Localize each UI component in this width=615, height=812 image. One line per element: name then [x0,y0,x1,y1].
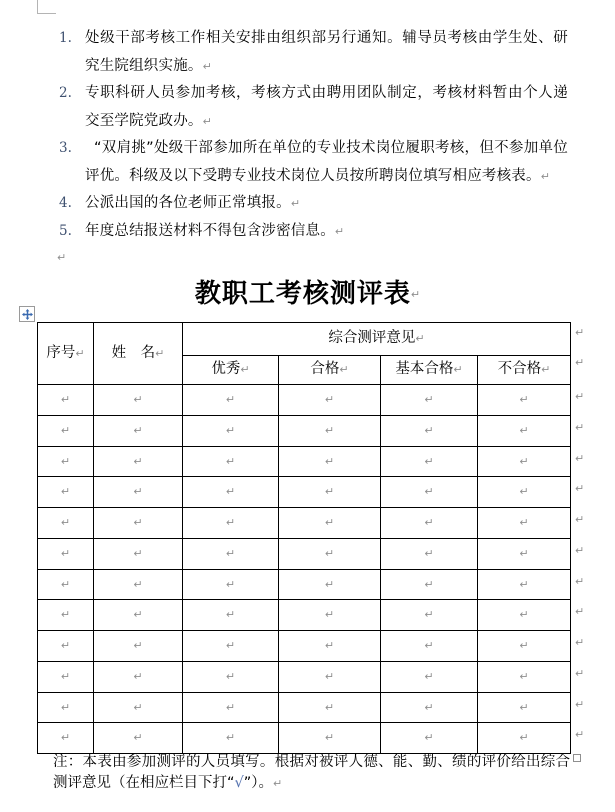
header-cell-excellent [183,356,279,385]
pilcrow-icon: ↵ [155,346,165,360]
pilcrow-icon: ↵ [240,363,250,377]
header-label: 合格 [310,361,340,378]
table-cell-empty[interactable] [279,631,381,662]
list-item-number: 3. [59,140,72,156]
pilcrow-icon: ↵ [324,454,335,468]
table-cell-empty[interactable] [183,631,279,662]
table-row [38,661,571,692]
table-move-handle[interactable] [19,306,35,322]
assessment-table [37,322,571,754]
list-item-text: 处级干部考核工作相关安排由组织部另行通知。辅导员考核由学生处、研究生院组织实施。↵ [85,30,568,74]
pilcrow-icon: ↵ [424,700,434,714]
row-end-pilcrow-icon: ↵ [575,513,585,526]
table-cell-empty[interactable] [183,600,279,631]
table-cell-empty[interactable] [279,385,381,416]
pilcrow-icon: ↵ [225,454,236,468]
margin-corner-mark-horizontal [37,13,56,14]
pilcrow-icon: ↵ [225,669,236,683]
pilcrow-icon: ↵ [415,332,425,346]
table-cell-empty[interactable] [381,385,478,416]
pilcrow-icon: ↵ [133,546,143,560]
row-end-pilcrow-icon: ↵ [575,420,585,434]
pilcrow-icon: ↵ [424,639,434,653]
table-cell-empty[interactable] [94,538,183,569]
list-item-text: 专职科研人员参加考核，考核方式由聘用团队制定，考核材料暂由个人递交至学院党政办。↵ [85,85,568,129]
table-row [38,631,571,662]
table-cell-empty[interactable] [279,600,381,631]
list-item-number: 1. [59,30,72,46]
header-cell-qualified [279,356,381,385]
table-cell-empty[interactable] [478,477,571,508]
table-cell-empty[interactable] [38,477,94,508]
pilcrow-icon: ↵ [133,393,143,407]
table-cell-empty[interactable] [279,508,381,539]
table-cell-empty[interactable] [94,385,183,416]
table-cell-empty[interactable] [38,569,94,600]
row-end-pilcrow-icon: ↵ [575,697,585,711]
pilcrow-icon: ↵ [324,639,335,653]
list-item-4 [59,190,568,218]
table-row [38,692,571,723]
table-row [38,723,571,754]
row-end-pilcrow-icon: ↵ [575,356,585,369]
table-cell-empty[interactable] [94,415,183,446]
header-label: 综合测评意见 [328,330,416,347]
pilcrow-icon: ↵ [339,363,349,377]
table-cell-empty[interactable] [478,385,571,416]
table-cell-empty[interactable] [183,477,279,508]
page-title [0,273,615,310]
header-label: 姓 名 [111,344,156,361]
list-item-text: “双肩挑”处级干部参加所在单位的专业技术岗位履职考核，但不参加单位评优。科级及以下受聘专业技术岗位人员按所聘岗位填写相应考核表。↵ [85,140,568,184]
pilcrow-icon: ↵ [60,485,71,499]
pilcrow-icon: ↵ [133,423,143,437]
pilcrow-icon: ↵ [519,546,529,560]
row-end-pilcrow-icon: ↵ [575,390,585,403]
table-header [38,323,571,385]
pilcrow-icon: ↵ [424,577,434,591]
pilcrow-icon: ↵ [424,546,434,560]
list-item-number: 2. [59,85,72,101]
table-cell-empty[interactable] [381,446,478,477]
list-item-2 [59,80,568,135]
pilcrow-icon: ↵ [133,516,143,530]
table-cell-empty[interactable] [94,508,183,539]
page-title-text: 教职工考核测评表 [194,279,411,309]
pilcrow-icon: ↵ [324,546,335,560]
table-cell-empty[interactable] [381,692,478,723]
table-cell-empty[interactable] [478,692,571,723]
pilcrow-icon: ↵ [60,639,71,653]
table-row [38,508,571,539]
pilcrow-icon: ↵ [225,485,236,499]
move-arrows-icon [22,309,33,320]
pilcrow-icon: ↵ [133,485,143,499]
table-cell-empty[interactable] [38,446,94,477]
check-mark: √ [234,774,244,791]
pilcrow-icon: ↵ [324,669,335,683]
table-row [38,415,571,446]
table-cell-empty[interactable] [38,661,94,692]
pilcrow-icon: ↵ [225,608,236,622]
table-row [38,477,571,508]
pilcrow-icon: ↵ [519,423,529,437]
note-suffix: ”）。 [243,774,274,791]
pilcrow-icon: ↵ [410,288,421,301]
pilcrow-icon: ↵ [519,577,529,591]
table-cell-empty[interactable] [183,508,279,539]
table-cell-empty[interactable] [381,569,478,600]
pilcrow-icon: ↵ [225,546,236,560]
row-end-pilcrow-icon: ↵ [575,728,585,742]
row-end-pilcrow-icon: ↵ [575,482,585,496]
table-cell-empty[interactable] [94,477,183,508]
list-item-1 [59,25,568,80]
table-cell-empty[interactable] [183,446,279,477]
pilcrow-icon: ↵ [324,423,335,437]
table-cell-empty[interactable] [279,723,381,754]
table-cell-empty[interactable] [279,569,381,600]
pilcrow-icon: ↵ [60,608,71,622]
margin-corner-mark-vertical [37,0,38,13]
table-cell-empty[interactable] [478,538,571,569]
table-cell-empty[interactable] [183,538,279,569]
table-cell-empty[interactable] [279,446,381,477]
pilcrow-icon: ↵ [453,363,463,377]
table-cell-empty[interactable] [478,631,571,662]
pilcrow-icon: ↵ [133,731,143,745]
table-cell-empty[interactable] [279,692,381,723]
pilcrow-icon: ↵ [290,197,301,210]
pilcrow-icon: ↵ [60,454,71,468]
pilcrow-icon: ↵ [273,776,283,790]
table-row [38,385,571,416]
pilcrow-icon: ↵ [60,669,71,683]
pilcrow-icon: ↵ [60,731,71,745]
table-cell-empty[interactable] [94,446,183,477]
pilcrow-icon: ↵ [519,731,529,745]
list-item-text: 公派出国的各位老师正常填报。↵ [85,195,301,211]
pilcrow-icon: ↵ [541,363,551,377]
pilcrow-icon: ↵ [60,393,71,407]
pilcrow-icon: ↵ [519,454,529,468]
table-cell-empty[interactable] [381,477,478,508]
pilcrow-icon: ↵ [225,639,236,653]
pilcrow-icon: ↵ [133,454,143,468]
pilcrow-icon: ↵ [324,393,335,407]
table-cell-empty[interactable] [381,538,478,569]
pilcrow-icon: ↵ [519,608,529,622]
table-cell-empty[interactable] [183,661,279,692]
row-end-pilcrow-icon: ↵ [575,451,585,465]
header-cell-serial [38,323,94,385]
instructions-list [59,25,568,245]
table-cell-empty[interactable] [381,415,478,446]
table-cell-empty[interactable] [478,569,571,600]
table-cell-empty[interactable] [38,508,94,539]
table-cell-empty[interactable] [478,723,571,754]
table-cell-empty[interactable] [478,600,571,631]
row-end-pilcrow-icon: ↵ [575,574,585,588]
table-cell-empty[interactable] [279,538,381,569]
pilcrow-icon: ↵ [133,700,143,714]
pilcrow-icon: ↵ [202,114,212,128]
table-row [38,600,571,631]
pilcrow-icon: ↵ [324,577,335,591]
table-body [38,385,571,754]
list-item-3 [59,135,568,190]
table-cell-empty[interactable] [279,477,381,508]
table-cell-empty[interactable] [478,661,571,692]
pilcrow-icon: ↵ [519,669,529,683]
table-cell-empty[interactable] [478,446,571,477]
table-cell-empty[interactable] [94,631,183,662]
table-cell-empty[interactable] [478,415,571,446]
pilcrow-icon: ↵ [519,639,529,653]
table-row [38,446,571,477]
row-end-pilcrow-icon: ↵ [575,666,585,680]
pilcrow-icon: ↵ [225,516,236,530]
pilcrow-icon: ↵ [519,485,529,499]
pilcrow-icon: ↵ [519,700,529,714]
list-item-number: 5. [59,222,72,239]
table-cell-empty[interactable] [279,415,381,446]
pilcrow-icon: ↵ [60,577,71,591]
header-label: 序号 [46,344,76,361]
table-cell-empty[interactable] [38,385,94,416]
header-cell-overall-opinion [183,323,571,356]
table-cell-empty[interactable] [38,415,94,446]
pilcrow-icon: ↵ [225,577,236,591]
header-label: 优秀 [211,361,241,378]
pilcrow-icon: ↵ [60,516,71,530]
pilcrow-icon: ↵ [424,454,434,468]
table-cell-empty[interactable] [94,569,183,600]
row-end-pilcrow-icon: ↵ [575,605,585,619]
pilcrow-icon: ↵ [225,423,236,437]
pilcrow-icon: ↵ [60,546,71,560]
pilcrow-icon: ↵ [424,393,434,407]
pilcrow-icon: ↵ [540,169,550,183]
table-cell-empty[interactable] [38,692,94,723]
table-resize-handle[interactable] [573,754,581,762]
table-cell-empty[interactable] [478,508,571,539]
note-text [53,752,570,794]
table-cell-empty[interactable] [38,538,94,569]
pilcrow-icon: ↵ [133,577,143,591]
header-label: 基本合格 [395,361,454,378]
pilcrow-icon: ↵ [202,59,212,73]
row-end-pilcrow-icon: ↵ [575,543,585,557]
pilcrow-icon: ↵ [424,669,434,683]
pilcrow-icon: ↵ [424,423,434,437]
table-cell-empty[interactable] [381,631,478,662]
header-cell-name [94,323,183,385]
list-item-5 [59,218,568,246]
pilcrow-icon: ↵ [334,224,345,238]
table-cell-empty[interactable] [183,385,279,416]
table-header-row-1 [38,323,571,356]
pilcrow-icon: ↵ [424,608,434,622]
table-cell-empty[interactable] [183,569,279,600]
pilcrow-icon: ↵ [75,346,85,360]
pilcrow-icon: ↵ [519,393,529,407]
table-cell-empty[interactable] [94,692,183,723]
table-cell-empty[interactable] [183,723,279,754]
pilcrow-icon: ↵ [324,731,335,745]
table-row [38,538,571,569]
table-cell-empty[interactable] [38,631,94,662]
list-item-number: 4. [59,195,72,211]
table-cell-empty[interactable] [94,723,183,754]
table-cell-empty[interactable] [94,600,183,631]
table-cell-empty[interactable] [94,661,183,692]
pilcrow-icon: ↵ [324,700,335,714]
table-cell-empty[interactable] [381,600,478,631]
pilcrow-icon: ↵ [424,731,434,745]
table-cell-empty[interactable] [183,415,279,446]
row-end-pilcrow-icon: ↵ [575,326,585,339]
pilcrow-icon: ↵ [133,639,143,653]
pilcrow-icon: ↵ [60,423,71,437]
pilcrow-icon: ↵ [225,393,236,407]
pilcrow-icon: ↵ [133,669,143,683]
list-item-text: 年度总结报送材料不得包含涉密信息。↵ [85,222,345,239]
pilcrow-icon: ↵ [424,516,434,530]
table-cell-empty[interactable] [381,723,478,754]
pilcrow-icon: ↵ [133,608,143,622]
table-cell-empty[interactable] [381,508,478,539]
row-end-pilcrow-icon: ↵ [575,636,585,649]
pilcrow-icon: ↵ [60,700,71,714]
note-prefix: 注：本表由参加测评的人员填写。根据对被评人德、能、勤、绩的评价给出综合测评意见（在相应栏目下打“ [53,754,570,791]
pilcrow-icon: ↵ [324,608,335,622]
pilcrow-icon: ↵ [225,731,236,745]
table-cell-empty[interactable] [38,600,94,631]
header-cell-basically-qualified [381,356,478,385]
header-label: 不合格 [497,361,542,378]
pilcrow-icon: ↵ [324,516,335,530]
table-cell-empty[interactable] [381,661,478,692]
pilcrow-icon: ↵ [57,251,67,264]
pilcrow-icon: ↵ [324,485,335,499]
table-row [38,569,571,600]
table-cell-empty[interactable] [279,661,381,692]
table-cell-empty[interactable] [38,723,94,754]
pilcrow-icon: ↵ [424,485,434,499]
table-cell-empty[interactable] [183,692,279,723]
pilcrow-icon: ↵ [225,700,236,714]
header-cell-unqualified [478,356,571,385]
pilcrow-icon: ↵ [519,516,529,530]
